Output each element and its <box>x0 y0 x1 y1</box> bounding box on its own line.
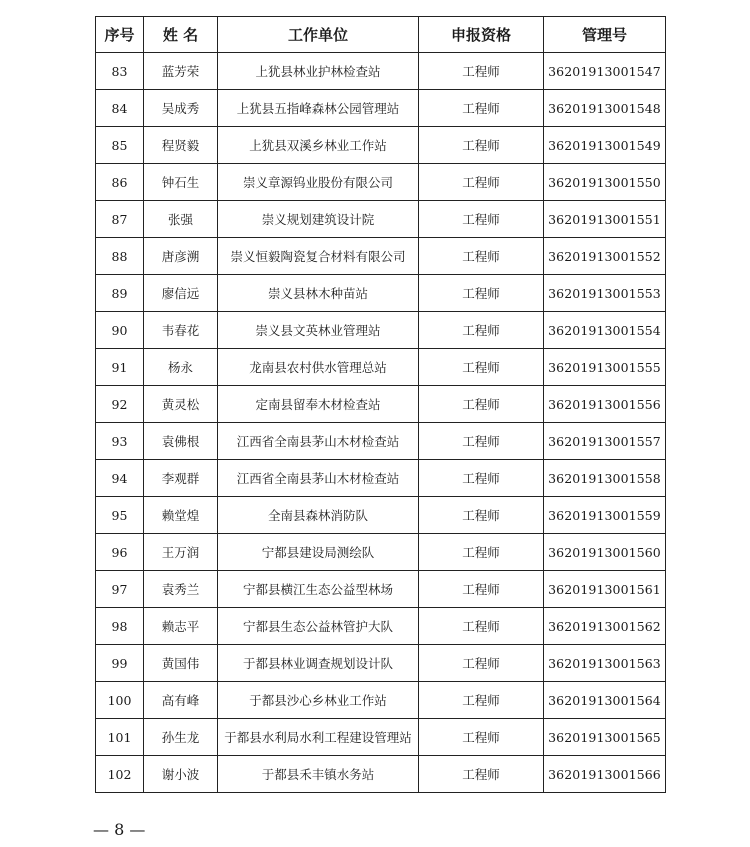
cell-index: 94 <box>96 460 144 497</box>
cell-qualification: 工程师 <box>419 164 544 201</box>
table-row <box>96 682 666 719</box>
cell-name: 王万润 <box>144 534 218 571</box>
cell-index: 83 <box>96 53 144 90</box>
cell-management-no: 36201913001564 <box>544 682 666 719</box>
header-unit: 工作单位 <box>218 17 419 53</box>
roster-table <box>95 16 666 793</box>
table-header-row <box>96 17 666 53</box>
cell-index: 90 <box>96 312 144 349</box>
cell-name: 袁佛根 <box>144 423 218 460</box>
cell-qualification: 工程师 <box>419 682 544 719</box>
cell-qualification: 工程师 <box>419 386 544 423</box>
cell-index: 100 <box>96 682 144 719</box>
cell-qualification: 工程师 <box>419 534 544 571</box>
page-number: — 8 — <box>93 820 146 839</box>
cell-management-no: 36201913001566 <box>544 756 666 793</box>
cell-unit: 江西省全南县茅山木材检查站 <box>218 460 419 497</box>
cell-unit: 上犹县双溪乡林业工作站 <box>218 127 419 164</box>
cell-name: 蓝芳荣 <box>144 53 218 90</box>
cell-management-no: 36201913001558 <box>544 460 666 497</box>
cell-qualification: 工程师 <box>419 645 544 682</box>
cell-index: 99 <box>96 645 144 682</box>
cell-qualification: 工程师 <box>419 238 544 275</box>
cell-unit: 于都县林业调查规划设计队 <box>218 645 419 682</box>
cell-management-no: 36201913001554 <box>544 312 666 349</box>
table-row <box>96 386 666 423</box>
cell-qualification: 工程师 <box>419 275 544 312</box>
cell-management-no: 36201913001557 <box>544 423 666 460</box>
table-row <box>96 719 666 756</box>
cell-name: 孙生龙 <box>144 719 218 756</box>
cell-qualification: 工程师 <box>419 719 544 756</box>
cell-name: 谢小波 <box>144 756 218 793</box>
table-row <box>96 349 666 386</box>
cell-management-no: 36201913001548 <box>544 90 666 127</box>
cell-management-no: 36201913001559 <box>544 497 666 534</box>
cell-qualification: 工程师 <box>419 423 544 460</box>
table-row <box>96 756 666 793</box>
cell-unit: 宁都县横江生态公益型林场 <box>218 571 419 608</box>
cell-name: 吴成秀 <box>144 90 218 127</box>
header-qualification: 申报资格 <box>419 17 544 53</box>
table-row <box>96 238 666 275</box>
cell-unit: 定南县留奉木材检查站 <box>218 386 419 423</box>
cell-unit: 于都县水利局水利工程建设管理站 <box>218 719 419 756</box>
table-body <box>96 53 666 793</box>
cell-index: 88 <box>96 238 144 275</box>
table-row <box>96 201 666 238</box>
cell-management-no: 36201913001556 <box>544 386 666 423</box>
cell-qualification: 工程师 <box>419 90 544 127</box>
cell-management-no: 36201913001562 <box>544 608 666 645</box>
cell-management-no: 36201913001550 <box>544 164 666 201</box>
table-row <box>96 90 666 127</box>
table-row <box>96 423 666 460</box>
cell-qualification: 工程师 <box>419 201 544 238</box>
cell-unit: 于都县沙心乡林业工作站 <box>218 682 419 719</box>
cell-name: 唐彦溯 <box>144 238 218 275</box>
cell-unit: 上犹县五指峰森林公园管理站 <box>218 90 419 127</box>
cell-unit: 全南县森林消防队 <box>218 497 419 534</box>
cell-qualification: 工程师 <box>419 349 544 386</box>
cell-name: 黄国伟 <box>144 645 218 682</box>
cell-name: 钟石生 <box>144 164 218 201</box>
cell-qualification: 工程师 <box>419 312 544 349</box>
table-row <box>96 571 666 608</box>
cell-index: 91 <box>96 349 144 386</box>
cell-management-no: 36201913001552 <box>544 238 666 275</box>
cell-qualification: 工程师 <box>419 460 544 497</box>
cell-unit: 于都县禾丰镇水务站 <box>218 756 419 793</box>
table-row <box>96 275 666 312</box>
cell-unit: 崇义县林木种苗站 <box>218 275 419 312</box>
cell-index: 98 <box>96 608 144 645</box>
cell-name: 廖信远 <box>144 275 218 312</box>
cell-unit: 龙南县农村供水管理总站 <box>218 349 419 386</box>
cell-qualification: 工程师 <box>419 608 544 645</box>
cell-qualification: 工程师 <box>419 127 544 164</box>
cell-unit: 崇义恒毅陶瓷复合材料有限公司 <box>218 238 419 275</box>
table-row <box>96 53 666 90</box>
cell-unit: 上犹县林业护林检查站 <box>218 53 419 90</box>
cell-index: 93 <box>96 423 144 460</box>
cell-unit: 宁都县生态公益林管护大队 <box>218 608 419 645</box>
cell-name: 赖志平 <box>144 608 218 645</box>
header-index: 序号 <box>96 17 144 53</box>
cell-index: 95 <box>96 497 144 534</box>
cell-management-no: 36201913001551 <box>544 201 666 238</box>
cell-index: 102 <box>96 756 144 793</box>
cell-unit: 宁都县建设局测绘队 <box>218 534 419 571</box>
table-row <box>96 497 666 534</box>
header-management-no: 管理号 <box>544 17 666 53</box>
header-name: 姓 名 <box>144 17 218 53</box>
cell-name: 高有峰 <box>144 682 218 719</box>
cell-management-no: 36201913001565 <box>544 719 666 756</box>
cell-index: 92 <box>96 386 144 423</box>
cell-management-no: 36201913001547 <box>544 53 666 90</box>
cell-index: 85 <box>96 127 144 164</box>
table-row <box>96 127 666 164</box>
cell-index: 89 <box>96 275 144 312</box>
cell-qualification: 工程师 <box>419 571 544 608</box>
cell-management-no: 36201913001549 <box>544 127 666 164</box>
cell-name: 李观群 <box>144 460 218 497</box>
cell-index: 97 <box>96 571 144 608</box>
cell-name: 黄灵松 <box>144 386 218 423</box>
cell-management-no: 36201913001553 <box>544 275 666 312</box>
cell-index: 84 <box>96 90 144 127</box>
table-row <box>96 608 666 645</box>
cell-index: 86 <box>96 164 144 201</box>
cell-name: 韦春花 <box>144 312 218 349</box>
cell-qualification: 工程师 <box>419 53 544 90</box>
cell-unit: 崇义章源钨业股份有限公司 <box>218 164 419 201</box>
table-row <box>96 164 666 201</box>
cell-name: 赖堂煌 <box>144 497 218 534</box>
cell-name: 袁秀兰 <box>144 571 218 608</box>
cell-qualification: 工程师 <box>419 756 544 793</box>
table-row <box>96 645 666 682</box>
cell-management-no: 36201913001560 <box>544 534 666 571</box>
cell-qualification: 工程师 <box>419 497 544 534</box>
cell-index: 96 <box>96 534 144 571</box>
cell-name: 程贤毅 <box>144 127 218 164</box>
cell-unit: 江西省全南县茅山木材检查站 <box>218 423 419 460</box>
table-row <box>96 534 666 571</box>
cell-name: 张强 <box>144 201 218 238</box>
cell-management-no: 36201913001561 <box>544 571 666 608</box>
cell-index: 101 <box>96 719 144 756</box>
table-row <box>96 460 666 497</box>
cell-index: 87 <box>96 201 144 238</box>
cell-unit: 崇义规划建筑设计院 <box>218 201 419 238</box>
cell-management-no: 36201913001563 <box>544 645 666 682</box>
table-row <box>96 312 666 349</box>
cell-management-no: 36201913001555 <box>544 349 666 386</box>
cell-name: 杨永 <box>144 349 218 386</box>
cell-unit: 崇义县文英林业管理站 <box>218 312 419 349</box>
